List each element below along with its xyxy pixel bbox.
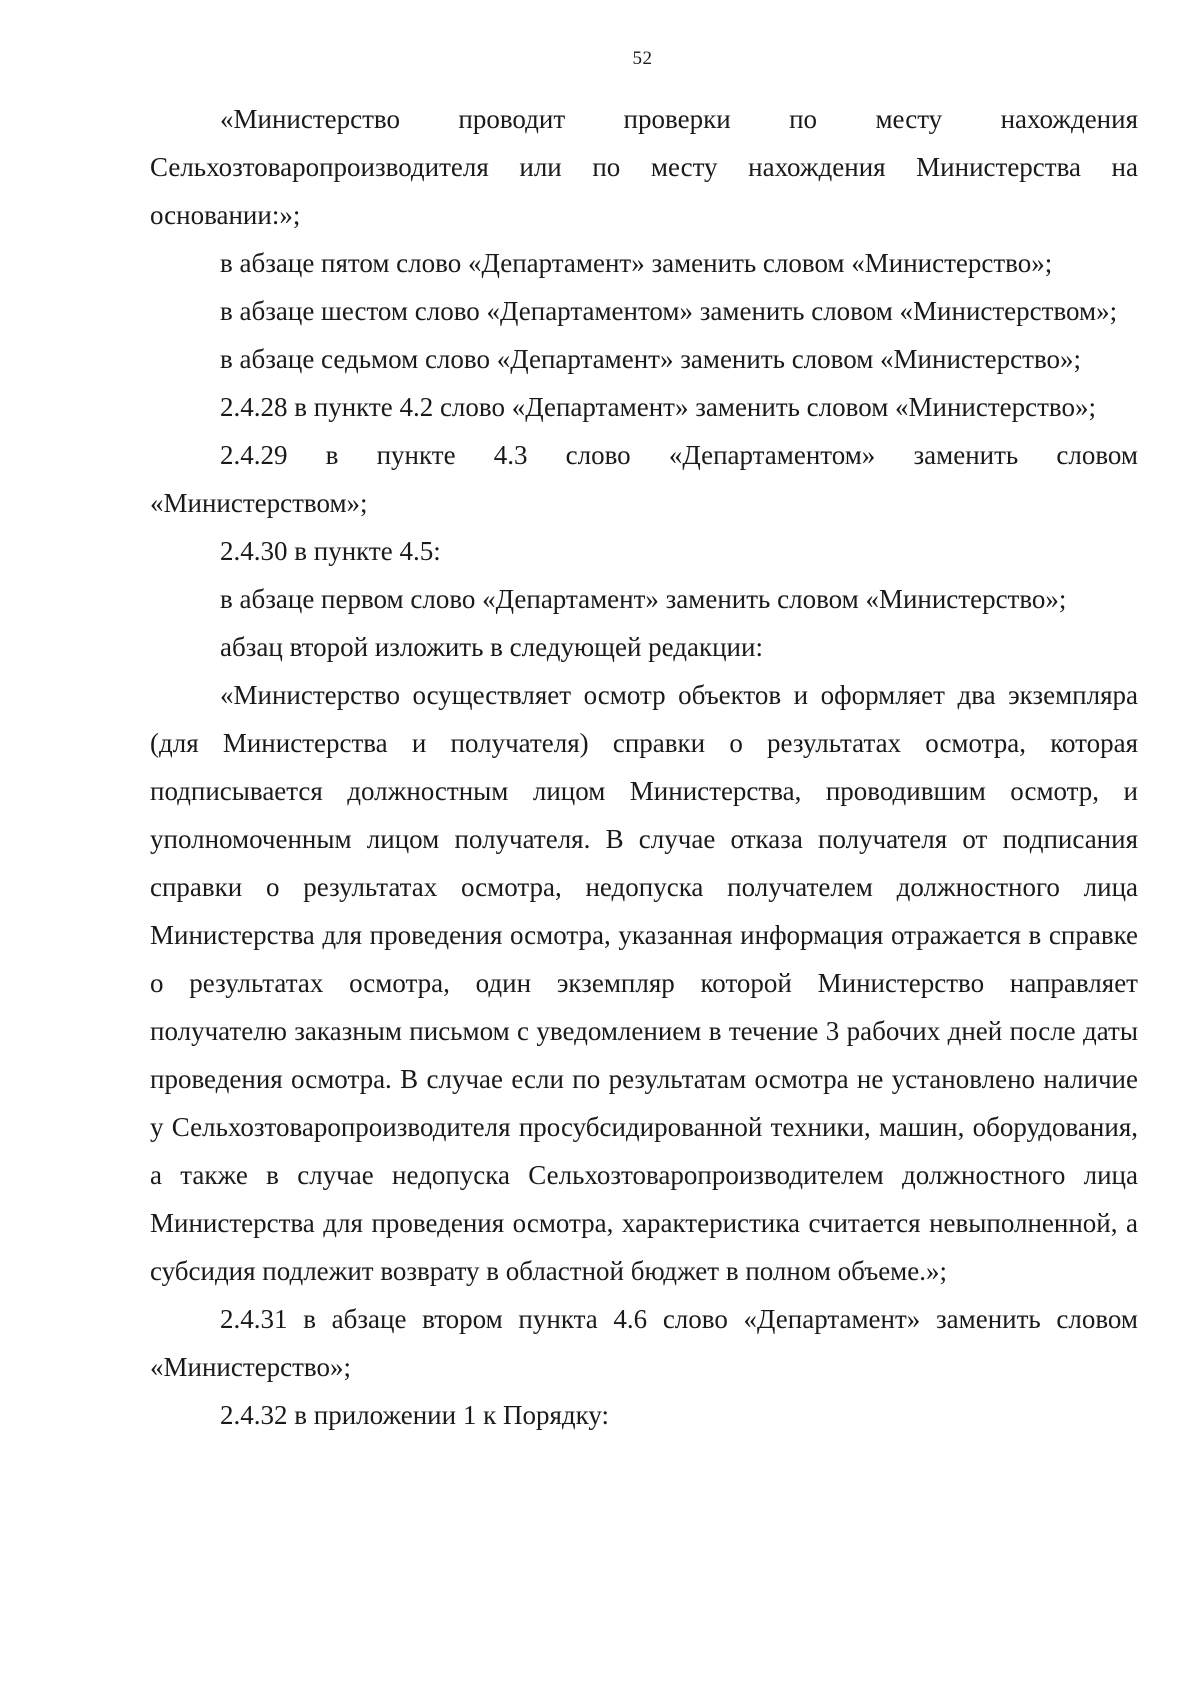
document-body xyxy=(150,95,1138,1439)
paragraph-3: в абзаце шестом слово «Департаментом» заменить словом «Министерством»; xyxy=(220,296,1118,326)
paragraph-9: абзац второй изложить в следующей редакции: xyxy=(220,632,763,662)
paragraph-7: 2.4.30 в пункте 4.5: xyxy=(220,536,441,566)
paragraph-2: в абзаце пятом слово «Департамент» заменить словом «Министерство»; xyxy=(220,248,1053,278)
page-number: 52 xyxy=(632,48,653,69)
paragraph-4: в абзаце седьмом слово «Департамент» заменить словом «Министерство»; xyxy=(220,344,1082,374)
paragraph-6: 2.4.29 в пункте 4.3 слово «Департаментом» заменить словом «Министерством»; xyxy=(150,440,1138,518)
paragraph-1: «Министерство проводит проверки по месту нахождения Сельхозтоваропроизводителя или по месту нахождения Министерства на основании:»; xyxy=(150,104,1138,230)
paragraph-8: в абзаце первом слово «Департамент» заменить словом «Министерство»; xyxy=(220,584,1067,614)
paragraph-10: «Министерство осуществляет осмотр объектов и оформляет два экземпляра (для Министерства и получателя) справки о результатах осмотра, которая подписывается должностным лицом Министерства, проводившим осмотр, и уполномоченным лицом получателя. В случае отказа получателя от подписания справки о результатах осмотра, недопуска получателем должностного лица Министерства для проведения осмотра, указанная информация отражается в справке о результатах осмотра, один экземпляр которой Министерство направляет получателю заказным письмом с уведомлением в течение 3 рабочих дней после даты проведения осмотра. В случае если по результатам осмотра не установлено наличие у Сельхозтоваропроизводителя просубсидированной техники, машин, оборудования, а также в случае недопуска Сельхозтоваропроизводителем должностного лица Министерства для проведения осмотра, характеристика считается невыполненной, а субсидия подлежит возврату в областной бюджет в полном объеме.»; xyxy=(150,680,1138,1286)
paragraph-12: 2.4.32 в приложении 1 к Порядку: xyxy=(220,1400,609,1430)
paragraph-11: 2.4.31 в абзаце втором пункта 4.6 слово «Департамент» заменить словом «Министерство»; xyxy=(150,1304,1138,1382)
paragraph-5: 2.4.28 в пункте 4.2 слово «Департамент» заменить словом «Министерство»; xyxy=(220,392,1096,422)
